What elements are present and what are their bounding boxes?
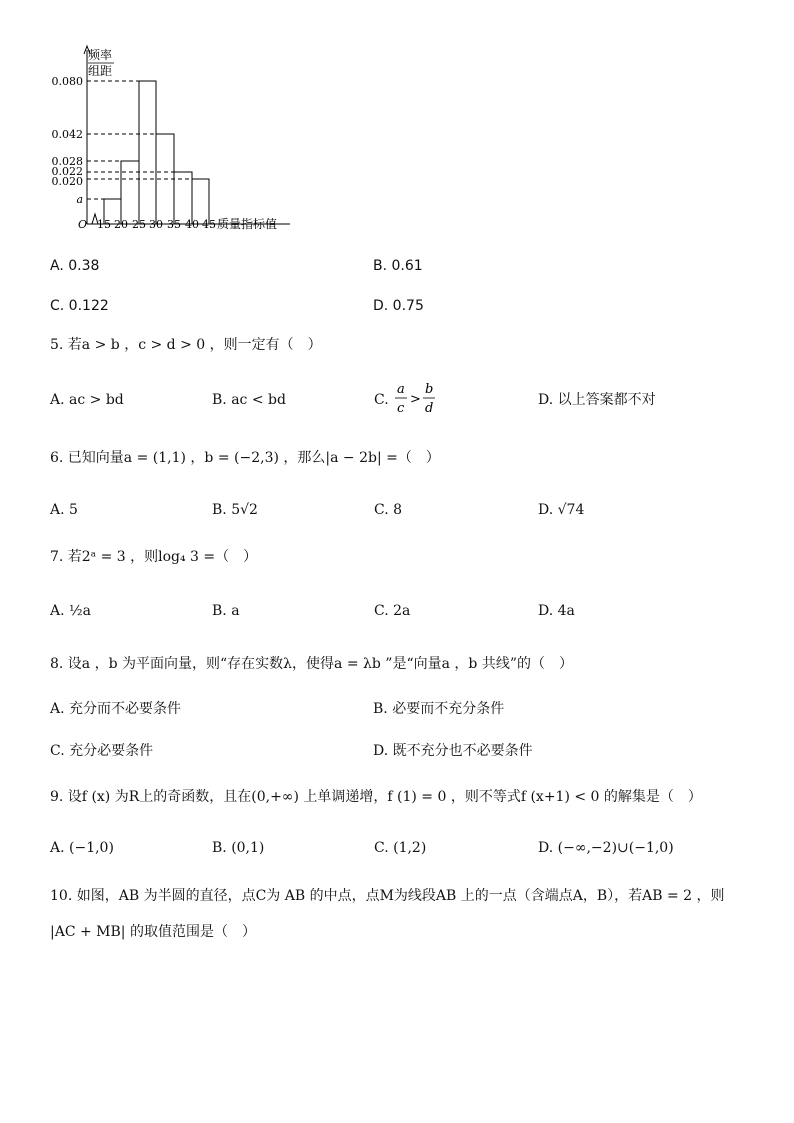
- q6-option-b: B. 5√2: [212, 502, 258, 518]
- q4-option-d: D. 0.75: [373, 298, 424, 314]
- q7-option-d: D. 4a: [538, 603, 575, 619]
- q9-option-c: C. (1,2): [374, 840, 427, 856]
- svg-text:a: a: [397, 382, 405, 397]
- origin-label: O: [78, 218, 88, 231]
- q5-stem: 5. 若a > b ，c > d > 0 ，则一定有（ ）: [50, 337, 322, 353]
- q8-option-d: D. 既不充分也不必要条件: [373, 743, 533, 759]
- bar-20-25: [121, 161, 139, 224]
- histogram-chart: [40, 44, 340, 234]
- q5-option-c-formula: [394, 380, 444, 420]
- x-tick-30: 30: [149, 218, 163, 231]
- dashed-guides: [87, 81, 209, 199]
- x-tick-35: 35: [167, 218, 181, 231]
- x-axis-label: 质量指标值: [217, 217, 278, 231]
- svg-text:b: b: [425, 382, 434, 397]
- q4-option-b: B. 0.61: [373, 258, 423, 274]
- q8-stem: 8. 设a ，b 为平面向量，则“存在实数λ，使得a = λb ”是“向量a ，b 共线”的（ ）: [50, 656, 573, 672]
- q6-option-d: D. √74: [538, 502, 585, 518]
- svg-text:c: c: [397, 401, 405, 416]
- q4-option-a: A. 0.38: [50, 258, 100, 274]
- x-tick-25: 25: [132, 218, 146, 231]
- q5-option-c: [374, 380, 444, 420]
- q7-option-b: B. a: [212, 603, 240, 619]
- q5-option-a: A. ac > bd: [50, 392, 124, 408]
- y-tick-0020: 0.020: [51, 175, 83, 188]
- q6-option-a: A. 5: [50, 502, 78, 518]
- q9-stem: 9. 设f (x) 为R上的奇函数，且在(0,+∞) 上单调递增，f (1) = 0 ，则不等式f (x+1) < 0 的解集是（ ）: [50, 789, 702, 805]
- x-tick-15: 15: [97, 218, 111, 231]
- q4-option-c: C. 0.122: [50, 298, 109, 314]
- q10-stem-line2: |AC + MB| 的取值范围是（ ）: [50, 924, 256, 940]
- bar-25-30: [139, 81, 156, 224]
- q5-option-b: B. ac < bd: [212, 392, 286, 408]
- y-tick-0080: 0.080: [51, 75, 83, 88]
- bar-35-40: [174, 172, 192, 224]
- q9-option-b: B. (0,1): [212, 840, 265, 856]
- q10-stem-line1: 10. 如图，AB 为半圆的直径，点C为 AB 的中点，点M为线段AB 上的一点（含端点A，B），若AB = 2 ，则: [50, 888, 725, 904]
- q7-option-a: A. ½a: [50, 603, 91, 619]
- q7-option-c: C. 2a: [374, 603, 411, 619]
- q8-option-b: B. 必要而不充分条件: [373, 701, 505, 717]
- y-tick-0022: 0.022: [51, 165, 83, 178]
- x-tick-20: 20: [114, 218, 128, 231]
- q9-option-a: A. (−1,0): [50, 840, 114, 856]
- y-label-top: 频率: [88, 48, 113, 62]
- svg-text:>: >: [410, 392, 421, 407]
- q6-stem: 6. 已知向量a = (1,1) ，b = (−2,3) ，那么|a − 2b| =（ ）: [50, 450, 440, 466]
- svg-text:d: d: [425, 401, 434, 416]
- y-tick-a: a: [76, 193, 83, 206]
- y-tick-0042: 0.042: [51, 128, 83, 141]
- x-tick-45: 45: [202, 218, 216, 231]
- y-label-bottom: 组距: [88, 64, 113, 78]
- q6-option-c: C. 8: [374, 502, 403, 518]
- q5-option-d: D. 以上答案都不对: [538, 392, 656, 408]
- q8-option-a: A. 充分而不必要条件: [50, 701, 182, 717]
- q8-option-c: C. 充分必要条件: [50, 743, 154, 759]
- q5-option-c-label: C.: [374, 392, 389, 408]
- q9-option-d: D. (−∞,−2)∪(−1,0): [538, 840, 674, 856]
- y-tick-0028: 0.028: [51, 155, 83, 168]
- q7-stem: 7. 若2ᵃ = 3 ，则log₄ 3 =（ ）: [50, 549, 258, 565]
- x-tick-40: 40: [185, 218, 199, 231]
